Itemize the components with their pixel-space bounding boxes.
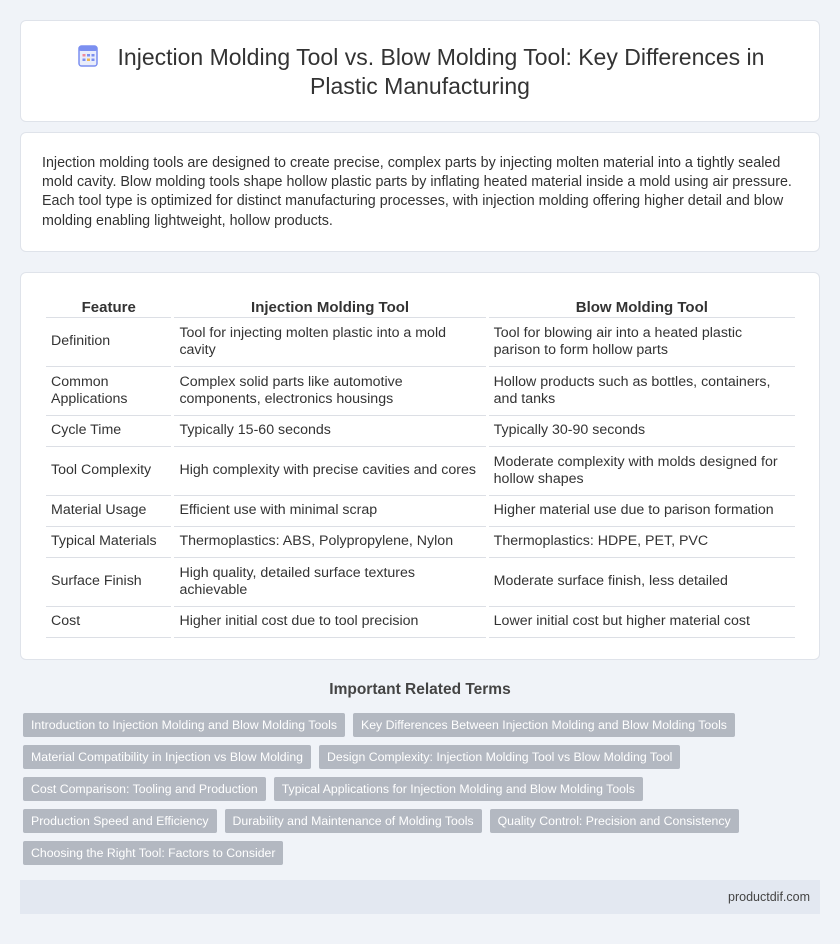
table-header-feature: Feature — [46, 295, 171, 318]
table-row — [46, 416, 795, 447]
table-header-blow: Blow Molding Tool — [489, 295, 795, 318]
related-term-tag[interactable]: Typical Applications for Injection Molding and Blow Molding Tools — [274, 777, 643, 801]
related-terms-title: Important Related Terms — [329, 681, 511, 698]
table-cell: Tool Complexity — [46, 447, 171, 496]
table-cell: Moderate surface finish, less detailed — [489, 558, 795, 607]
table-cell: Higher material use due to parison formation — [489, 496, 795, 527]
table-header-row — [46, 295, 795, 318]
related-term-tag[interactable]: Quality Control: Precision and Consistency — [490, 809, 739, 833]
table-row — [46, 527, 795, 558]
comparison-table — [43, 295, 798, 638]
page-title: Injection Molding Tool vs. Blow Molding Tool: Key Differences in Plastic Manufacturing — [117, 44, 765, 99]
table-cell: Definition — [46, 318, 171, 367]
header-card — [20, 20, 820, 122]
table-row — [46, 447, 795, 496]
table-cell: Thermoplastics: ABS, Polypropylene, Nylon — [174, 527, 485, 558]
table-row — [46, 496, 795, 527]
table-cell: Cycle Time — [46, 416, 171, 447]
related-term-tag[interactable]: Material Compatibility in Injection vs Blow Molding — [23, 745, 311, 769]
table-cell: Typically 30-90 seconds — [489, 416, 795, 447]
related-term-tag[interactable]: Durability and Maintenance of Molding Tools — [225, 809, 482, 833]
table-cell: Complex solid parts like automotive components, electronics housings — [174, 367, 485, 416]
related-term-tag[interactable]: Design Complexity: Injection Molding Tool vs Blow Molding Tool — [319, 745, 680, 769]
table-cell: Thermoplastics: HDPE, PET, PVC — [489, 527, 795, 558]
table-row — [46, 607, 795, 638]
footer-site[interactable]: productdif.com — [728, 890, 810, 904]
related-term-tag[interactable]: Key Differences Between Injection Molding and Blow Molding Tools — [353, 713, 735, 737]
related-term-tag[interactable]: Cost Comparison: Tooling and Production — [23, 777, 266, 801]
table-cell: Moderate complexity with molds designed for hollow shapes — [489, 447, 795, 496]
table-cell: Hollow products such as bottles, containers, and tanks — [489, 367, 795, 416]
footer — [20, 880, 820, 914]
table-cell: Tool for injecting molten plastic into a mold cavity — [174, 318, 485, 367]
table-cell: Tool for blowing air into a heated plastic parison to form hollow parts — [489, 318, 795, 367]
table-cell: Efficient use with minimal scrap — [174, 496, 485, 527]
table-row — [46, 367, 795, 416]
related-term-tag[interactable]: Choosing the Right Tool: Factors to Consider — [23, 841, 283, 865]
table-cell: Higher initial cost due to tool precision — [174, 607, 485, 638]
related-term-tag[interactable]: Introduction to Injection Molding and Blow Molding Tools — [23, 713, 345, 737]
table-cell: Surface Finish — [46, 558, 171, 607]
table-cell: High quality, detailed surface textures achievable — [174, 558, 485, 607]
intro-text: Injection molding tools are designed to create precise, complex parts by injecting molten material into a tightly sealed mold cavity. Blow molding tools shape hollow plastic parts by inflating heated material inside a mold using air pressure. Each tool type is optimized for distinct manufacturing processes, with injection molding offering higher detail and blow molding enabling lightweight, hollow products. — [42, 155, 792, 229]
table-row — [46, 318, 795, 367]
table-cell: Common Applications — [46, 367, 171, 416]
table-cell: Typical Materials — [46, 527, 171, 558]
comparison-table-card — [20, 272, 820, 660]
table-header-injection: Injection Molding Tool — [174, 295, 485, 318]
document-icon — [76, 44, 100, 68]
intro-card — [20, 132, 820, 252]
table-cell: Material Usage — [46, 496, 171, 527]
table-row — [46, 558, 795, 607]
table-cell: Lower initial cost but higher material cost — [489, 607, 795, 638]
table-cell: Typically 15-60 seconds — [174, 416, 485, 447]
header — [21, 43, 819, 101]
table-cell: Cost — [46, 607, 171, 638]
table-cell: High complexity with precise cavities and cores — [174, 447, 485, 496]
related-term-tag[interactable]: Production Speed and Efficiency — [23, 809, 217, 833]
related-terms-list — [23, 713, 823, 865]
